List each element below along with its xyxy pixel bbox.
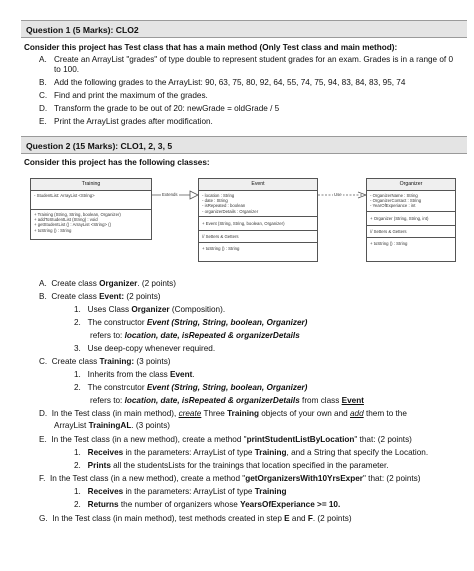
task-bold-italic: Event (String, String, boolean, Organizer) (146, 383, 308, 392)
task-text: " that: (2 points) (354, 435, 412, 444)
uml-attribute: - date : String (202, 198, 228, 204)
task-bold: F (307, 514, 313, 523)
uml-attribute: - YearOfExperiance : int (370, 203, 416, 209)
task-letter: E. (39, 435, 47, 444)
task-bold: Receives (87, 448, 124, 457)
task-num: 1. (74, 448, 81, 457)
task-bold: Training: (99, 357, 135, 366)
task-text: , and a String that specify the Location. (286, 448, 429, 457)
q1-item-b-text: Add the following grades to the ArrayList: 90, 63, 75, 80, 92, 64, 55, 74, 75, 94, 83, 84, 83, 95, 74 (54, 78, 406, 87)
task-text: In the Test class (in main method), (51, 409, 179, 418)
extends-arrowhead (190, 191, 198, 199)
q1-item-a-text: Create an ArrayList "grades" of type double to represent student grades for an exam. Grades is in a range of 0 (54, 55, 454, 64)
task-bold: Training (254, 448, 287, 457)
question-1-header: Question 1 (5 Marks): CLO2 (21, 20, 467, 38)
task-text: Inherits from the class (87, 370, 171, 379)
task-text: Create class (51, 357, 100, 366)
question-2-header: Question 2 (15 Marks): CLO1, 2, 3, 5 (21, 136, 467, 154)
task-num: 2. (74, 461, 81, 470)
task-text: in the parameters: ArrayList of type (123, 448, 255, 457)
task-e2 (74, 461, 389, 471)
task-num: 2. (74, 500, 81, 509)
task-text: The constructor (87, 318, 147, 327)
task-b (39, 292, 161, 302)
uml-method: + getStudentList () : ArrayList <String> () (34, 222, 112, 228)
task-num: 2. (74, 383, 81, 392)
use-label: Use (334, 192, 342, 197)
uml-method: // Setters & Getters (202, 234, 239, 240)
task-text: Uses Class (87, 305, 132, 314)
task-text: In the Test class (in a new method), create a method " (49, 474, 246, 483)
uml-attribute: - organizerDetails : Organizer (202, 208, 259, 214)
uml-diagram (30, 178, 456, 266)
question-2-intro: Consider this project has the following classes: (24, 158, 210, 167)
task-num: 1. (74, 305, 81, 314)
task-text: from class (299, 396, 342, 405)
uml-method: + Organizer (String, String, int) (370, 215, 429, 221)
task-letter: D. (39, 409, 48, 418)
uml-method: + toString () : String (370, 241, 408, 247)
task-letter: F. (39, 474, 46, 483)
task-bold: Receives (87, 487, 124, 496)
task-text: Create class (51, 292, 100, 301)
q1-item-c-letter: C. (39, 91, 48, 100)
q1-item-d-text: Transform the grade to be out of 20: newGrade = oldGrade / 5 (54, 104, 280, 113)
q1-item-a-letter: A. (39, 55, 47, 64)
task-d-cont (54, 421, 170, 431)
task-text: The constrcutor (87, 383, 147, 392)
task-text: In the Test class (in main method), test methods created in step (52, 514, 285, 523)
task-italic-underline: add (350, 409, 364, 418)
task-num: 2. (74, 318, 81, 327)
q1-item-b-letter: B. (39, 78, 47, 87)
task-g (39, 514, 352, 524)
task-text: refers to: (90, 396, 125, 405)
uml-class-name: Event (199, 179, 317, 191)
task-c1 (74, 370, 195, 380)
task-bold-italic: location, date, isRepeated & organizerDetails (124, 331, 300, 340)
task-bold: Prints (87, 461, 111, 470)
task-num: 3. (74, 344, 81, 353)
task-a (39, 279, 176, 289)
uml-attribute: - OrganizerContact : String (370, 198, 422, 204)
task-bold-italic: location, date, isRepeated & organizerDetails (124, 396, 300, 405)
task-d (39, 409, 407, 419)
task-tail: (2 points) (124, 292, 161, 301)
task-text: and (289, 514, 308, 523)
task-letter: G. (39, 514, 48, 523)
task-bold: getOrganizersWith10YrsExper (245, 474, 363, 483)
task-bold-underline: Event (341, 396, 364, 405)
task-num: 1. (74, 370, 81, 379)
task-b1 (74, 305, 225, 315)
task-f (39, 474, 421, 484)
task-bold: Training (254, 487, 287, 496)
task-text: . (3 points) (131, 421, 171, 430)
q1-item-d-letter: D. (39, 104, 48, 113)
uml-attribute: - isRepeated : boolean (202, 203, 246, 209)
task-letter: A. (39, 279, 47, 288)
uml-method: // Setters & Getters (370, 228, 407, 234)
task-b2 (74, 318, 307, 328)
task-c2-refers (90, 396, 364, 406)
task-c2 (74, 383, 307, 393)
uml-method: + toString () : String (34, 227, 72, 233)
q1-item-c-text: Find and print the maximum of the grades. (54, 91, 208, 100)
task-text: In the Test class (in a new method), create a method " (51, 435, 247, 444)
task-bold: Organizer (99, 279, 138, 288)
task-text: Create class (51, 279, 100, 288)
task-text: . (2 points) (312, 514, 352, 523)
q1-item-a-text-cont: to 100. (54, 65, 80, 74)
task-f2 (74, 500, 340, 510)
task-text: all the studentsLists for the trainings that location specified in the parameter. (110, 461, 389, 470)
uml-method: + Training (String, String, boolean, Organizer) (34, 212, 121, 217)
task-letter: B. (39, 292, 47, 301)
task-e (39, 435, 412, 445)
question-1-intro: Consider this project has Test class that has a main method (Only Test class and main method): (24, 43, 398, 52)
task-f1 (74, 487, 287, 497)
task-bold: Returns (87, 500, 119, 509)
task-num: 1. (74, 487, 81, 496)
task-bold-italic: Event (String, String, boolean, Organizer) (146, 318, 308, 327)
uml-class-name: Organizer (367, 179, 455, 191)
task-text: in the parameters: ArrayList of type (123, 487, 255, 496)
task-text: " that: (2 points) (362, 474, 421, 483)
task-b2-refers (90, 331, 300, 341)
task-text: ArrayList (54, 421, 89, 430)
task-letter: C. (39, 357, 48, 366)
task-bold: YearsOfExperiance >= 10. (240, 500, 341, 509)
task-e1 (74, 448, 428, 458)
task-text: them to the (363, 409, 407, 418)
task-bold: E (284, 514, 290, 523)
task-tail: . (192, 370, 195, 379)
uml-attribute: - OrganizerName : String (370, 193, 418, 198)
uml-arrows (30, 178, 456, 266)
uml-attribute: - StudentList: ArrayList <String> (34, 193, 95, 198)
q1-item-e-text: Print the ArrayList grades after modification. (54, 117, 213, 126)
task-bold: printStudentListByLocation (246, 435, 355, 444)
task-text: refers to: (90, 331, 125, 340)
uml-class-name: Training (31, 179, 151, 191)
task-tail: (Composition). (169, 305, 226, 314)
task-text: Three (201, 409, 228, 418)
task-bold: Event: (99, 292, 125, 301)
task-bold: Event (170, 370, 193, 379)
task-c (39, 357, 171, 367)
uml-method: + toString () : String (202, 246, 240, 252)
task-tail: . (2 points) (137, 279, 177, 288)
uml-method: + addToStudentList (String) : void (34, 217, 98, 223)
task-b3 (74, 344, 215, 354)
uml-attribute: - location : String (202, 193, 235, 198)
task-text: the number of organizers whose (118, 500, 241, 509)
uml-method: + Event (String, String, boolean, Organizer) (202, 220, 285, 226)
task-bold: Training (227, 409, 259, 418)
task-text: objects of your own and (258, 409, 350, 418)
task-italic-underline: create (178, 409, 202, 418)
task-bold: Organizer (131, 305, 170, 314)
task-tail: (3 points) (134, 357, 171, 366)
q1-item-e-letter: E. (39, 117, 47, 126)
task-text: Use deep-copy whenever required. (87, 344, 216, 353)
task-bold: TrainingAL (88, 421, 132, 430)
extends-label: Extends (162, 192, 178, 197)
